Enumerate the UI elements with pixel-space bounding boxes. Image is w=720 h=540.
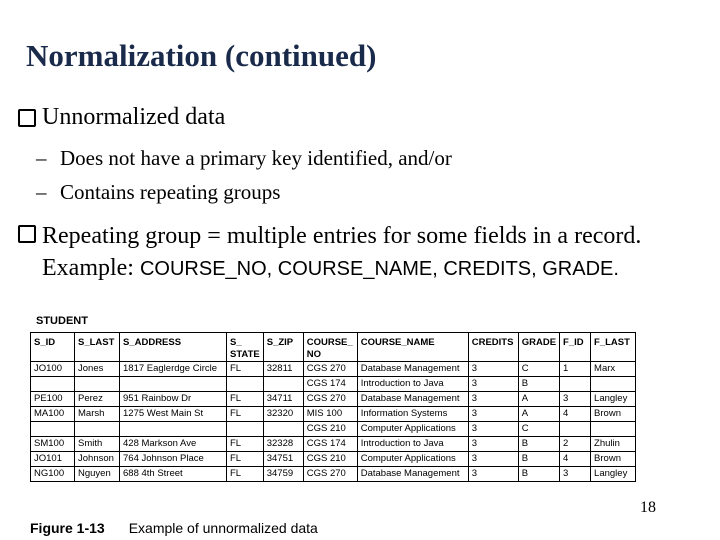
table-cell: NG100: [31, 467, 75, 482]
table-cell: Brown: [591, 407, 636, 422]
checkbox-bullet-icon: [18, 109, 36, 127]
table-cell: Langley: [591, 467, 636, 482]
table-row: [31, 407, 636, 422]
table-cell: Database Management: [357, 362, 468, 377]
table-cell: FL: [227, 467, 264, 482]
table-cell: Information Systems: [357, 407, 468, 422]
table-cell: [120, 422, 227, 437]
column-header: S_ADDRESS: [120, 333, 227, 362]
bullet-unnormalized: [18, 104, 225, 131]
table-cell: Zhulin: [591, 437, 636, 452]
table-cell: Nguyen: [75, 467, 120, 482]
table-cell: FL: [227, 437, 264, 452]
checkbox-bullet-icon: [18, 225, 36, 243]
table-cell: 3: [560, 392, 591, 407]
table-cell: 3: [468, 452, 518, 467]
table-cell: B: [518, 452, 559, 467]
table-cell: 3: [468, 362, 518, 377]
table-cell: 34711: [263, 392, 303, 407]
table-cell: [227, 377, 264, 392]
sub-bullet-1: – Does not have a primary key identified, and/or: [36, 146, 452, 170]
table-row: [31, 422, 636, 437]
column-header: S_ZIP: [263, 333, 303, 362]
column-header: F_LAST: [591, 333, 636, 362]
table-cell: CGS 270: [303, 392, 357, 407]
table-row: [31, 362, 636, 377]
column-header: GRADE: [518, 333, 559, 362]
table-cell: B: [518, 377, 559, 392]
table-cell: 3: [468, 422, 518, 437]
table-cell: CGS 174: [303, 377, 357, 392]
column-header: COURSE_NAME: [357, 333, 468, 362]
table-cell: Langley: [591, 392, 636, 407]
student-table: [30, 332, 636, 482]
table-header-row: [31, 333, 636, 362]
table-cell: Computer Applications: [357, 422, 468, 437]
table-cell: JO101: [31, 452, 75, 467]
table-cell: FL: [227, 392, 264, 407]
bullet-text: Repeating group = multiple entries for some fields in a record. Example: COURSE_NO, COURSE_NAME, CREDITS, GRADE.: [42, 223, 642, 281]
table-cell: CGS 270: [303, 467, 357, 482]
table-cell: 4: [560, 452, 591, 467]
table-cell: 764 Johnson Place: [120, 452, 227, 467]
table-cell: 428 Markson Ave: [120, 437, 227, 452]
table-cell: 3: [468, 407, 518, 422]
table-cell: A: [518, 392, 559, 407]
table-cell: 32811: [263, 362, 303, 377]
column-header: S_LAST: [75, 333, 120, 362]
table-cell: Computer Applications: [357, 452, 468, 467]
figure-caption: Figure 1-13 Example of unnormalized data: [30, 520, 318, 536]
table-cell: CGS 174: [303, 437, 357, 452]
table-cell: Marsh: [75, 407, 120, 422]
table-cell: [120, 377, 227, 392]
table-cell: [591, 422, 636, 437]
table-cell: 3: [468, 392, 518, 407]
page-number: 18: [640, 499, 656, 516]
table-cell: Database Management: [357, 467, 468, 482]
table-cell: Perez: [75, 392, 120, 407]
table-cell: SM100: [31, 437, 75, 452]
table-cell: [75, 422, 120, 437]
column-header: COURSE_ NO: [303, 333, 357, 362]
table-cell: [560, 422, 591, 437]
table-cell: 32320: [263, 407, 303, 422]
table-cell: B: [518, 467, 559, 482]
table-row: [31, 467, 636, 482]
table-cell: FL: [227, 407, 264, 422]
table-cell: Introduction to Java: [357, 437, 468, 452]
table-cell: [591, 377, 636, 392]
table-cell: 1275 West Main St: [120, 407, 227, 422]
table-cell: [263, 422, 303, 437]
table-cell: FL: [227, 362, 264, 377]
table-cell: PE100: [31, 392, 75, 407]
table-cell: C: [518, 422, 559, 437]
table-cell: Marx: [591, 362, 636, 377]
column-header: F_ID: [560, 333, 591, 362]
table-cell: 3: [468, 377, 518, 392]
table-cell: 1817 Eaglerdge Circle: [120, 362, 227, 377]
table-cell: Database Management: [357, 392, 468, 407]
table-cell: Brown: [591, 452, 636, 467]
column-header: S_ID: [31, 333, 75, 362]
table-row: [31, 377, 636, 392]
table-cell: Introduction to Java: [357, 377, 468, 392]
table-cell: JO100: [31, 362, 75, 377]
dash-icon: –: [36, 146, 47, 170]
table-cell: 34751: [263, 452, 303, 467]
table-cell: Johnson: [75, 452, 120, 467]
table-cell: B: [518, 437, 559, 452]
slide-title: Normalization (continued): [26, 38, 377, 73]
table-cell: CGS 270: [303, 362, 357, 377]
table-cell: [75, 377, 120, 392]
table-cell: 3: [560, 467, 591, 482]
table-cell: 34759: [263, 467, 303, 482]
table-row: [31, 452, 636, 467]
table-cell: [31, 422, 75, 437]
table-cell: C: [518, 362, 559, 377]
column-header: CREDITS: [468, 333, 518, 362]
table-cell: [227, 422, 264, 437]
table-cell: [560, 377, 591, 392]
table-cell: 951 Rainbow Dr: [120, 392, 227, 407]
table-cell: MA100: [31, 407, 75, 422]
column-header: S_ STATE: [227, 333, 264, 362]
table-cell: A: [518, 407, 559, 422]
table-cell: 3: [468, 467, 518, 482]
table-row: [31, 437, 636, 452]
table-row: [31, 392, 636, 407]
table-cell: 32328: [263, 437, 303, 452]
table-cell: CGS 210: [303, 452, 357, 467]
table-cell: Smith: [75, 437, 120, 452]
table-cell: MIS 100: [303, 407, 357, 422]
table-cell: Jones: [75, 362, 120, 377]
table-cell: 688 4th Street: [120, 467, 227, 482]
bullet-text: Unnormalized data: [42, 104, 226, 130]
table-cell: FL: [227, 452, 264, 467]
table-cell: 1: [560, 362, 591, 377]
table-label: STUDENT: [36, 315, 88, 327]
table-cell: [31, 377, 75, 392]
table-cell: 2: [560, 437, 591, 452]
table-cell: 3: [468, 437, 518, 452]
dash-icon: –: [36, 180, 47, 204]
table-cell: 4: [560, 407, 591, 422]
table-cell: [263, 377, 303, 392]
table-cell: CGS 210: [303, 422, 357, 437]
sub-bullet-2: – Contains repeating groups: [36, 180, 281, 204]
bullet-repeating-group: [18, 220, 708, 285]
